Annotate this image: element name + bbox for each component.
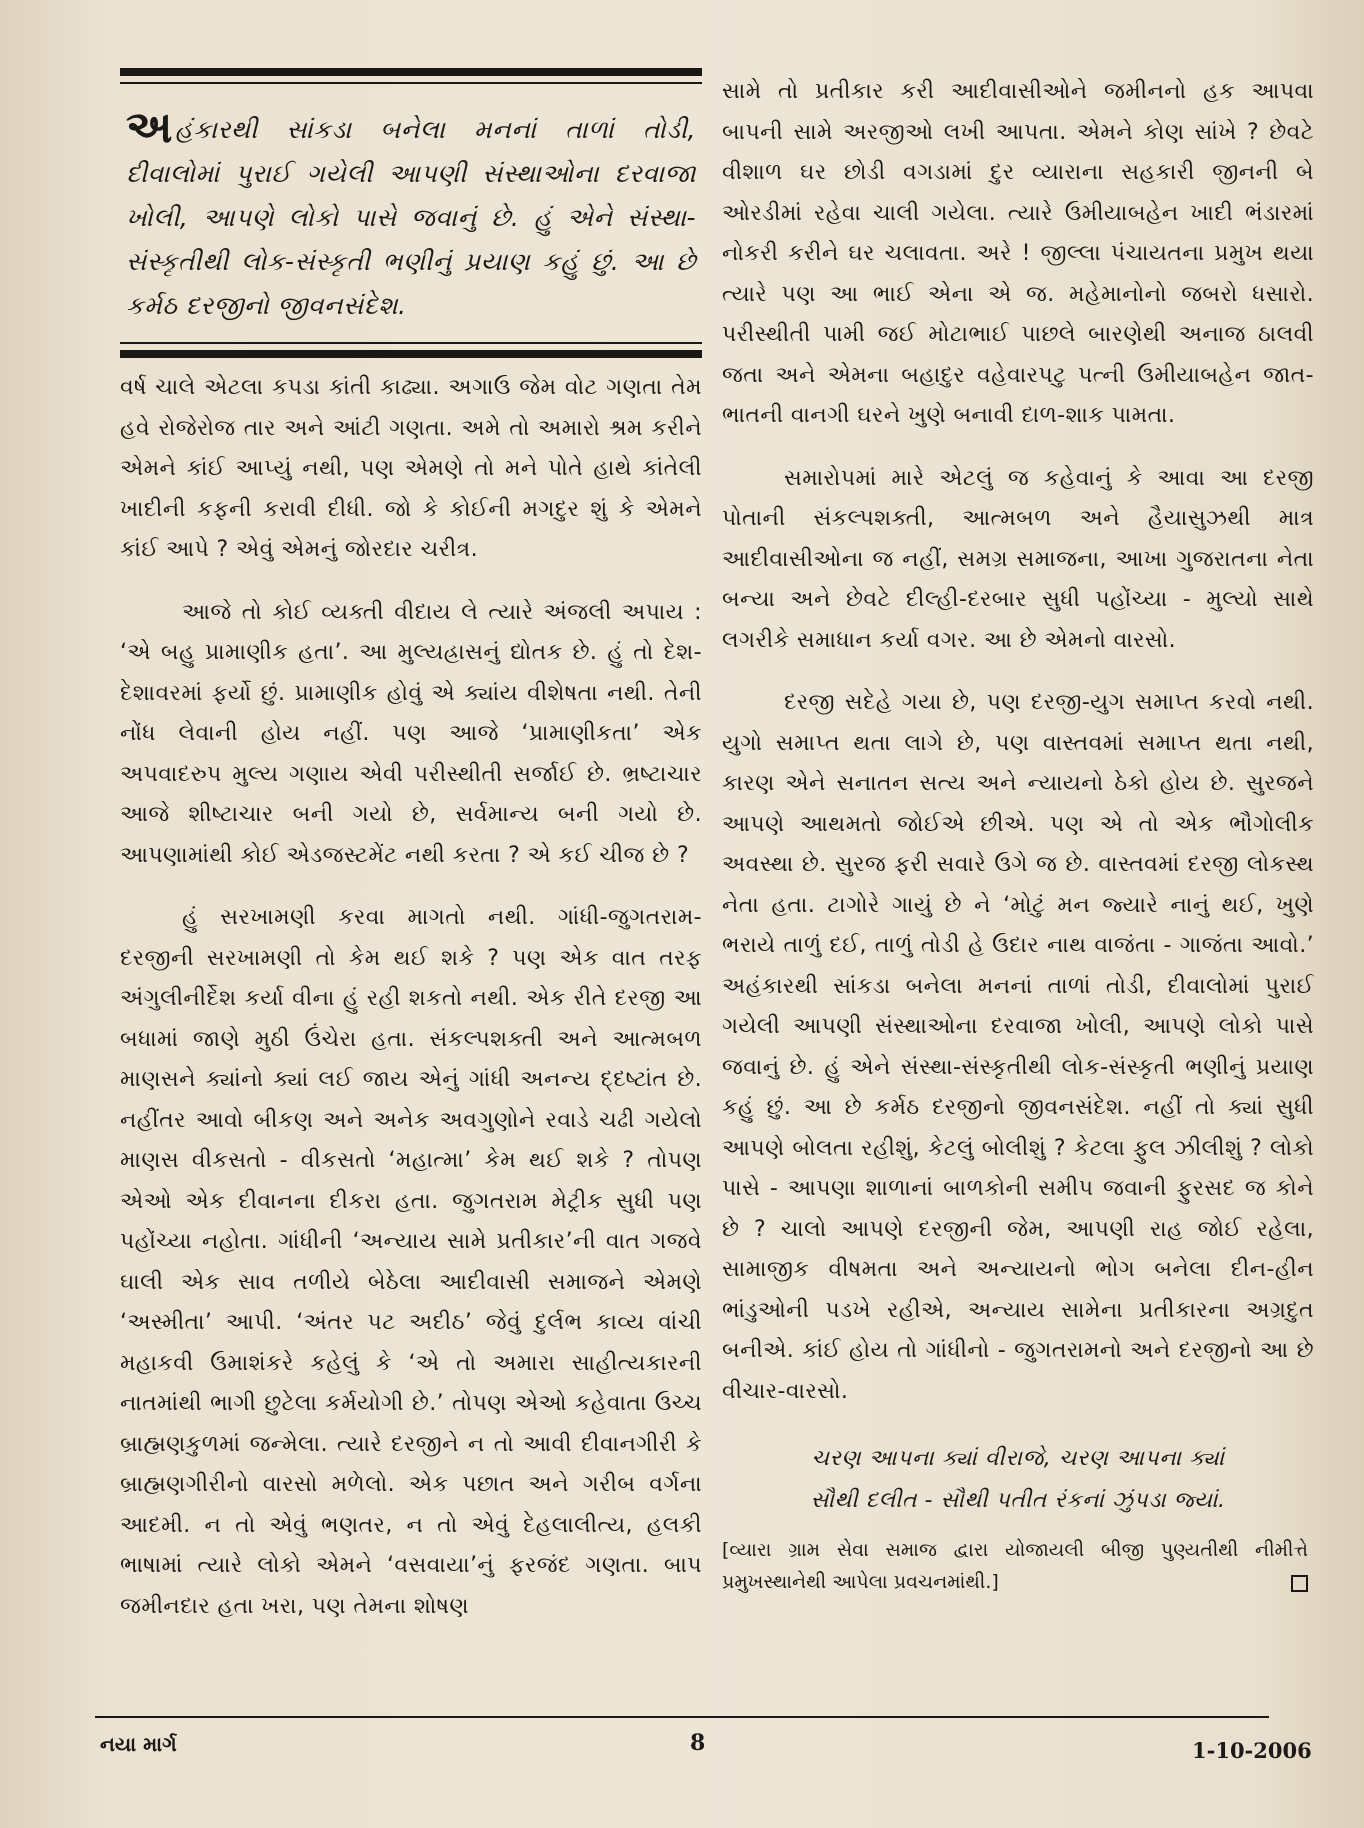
pull-quote: [120, 84, 702, 342]
paragraph: વર્ષ ચાલે એટલા કપડા કાંતી કાઢ્યા. અગાઉ જેમ વોટ ગણતા તેમ હવે રોજેરોજ તાર અને આંટી ગણતા. અમે તો અમારો શ્રમ કરીને એમને કાંઈ આપ્યું નથી, પણ એમણે તો મને પોતે હાથે કાંતેલી ખાદીની કફની કરાવી દીધી. જો કે કોઈની મગદુર શું કે એમને કાંઈ આપે ? એવું એમનું જોરદાર ચરીત્ર.: [120, 375, 702, 562]
left-column: [120, 68, 702, 1627]
pull-quote-dropcap: અ: [126, 102, 173, 153]
verse-line-2: સૌથી દલીત - સૌથી પતીત રંકનાં ઝુંપડા જ્યાં.: [810, 1488, 1226, 1513]
paragraph: સામે તો પ્રતીકાર કરી આદીવાસીઓને જમીનનો હક આપવા બાપની સામે અરજીઓ લખી આપતા. એમને કોણ સાંખે ? છેવટે વીશાળ ઘર છોડી વગડામાં દુર વ્યારાના સહકારી જીનની બે ઓરડીમાં રહેવા ચાલી ગયેલા. ત્યારે ઉમીયાબહેન ખાદી ભંડારમાં નોકરી કરીને ઘર ચલાવતા. અરે ! જીલ્લા પંચાયતના પ્રમુખ થયા ત્યારે પણ આ ભાઈ એના એ જ. મહેમાનોનો જબરો ધસારો. પરીસ્થીતી પામી જઈ મોટાભાઈ પાછલે બારણેથી અનાજ ઠાલવી જતા અને એમના બહાદુર વહેવારપટુ પત્ની ઉમીયાબહેન જાત-ભાતની વાનગી ઘરને ખુણે બનાવી દાળ-શાક પામતા.: [722, 79, 1314, 428]
right-column-body: [722, 72, 1314, 1412]
pull-quote-text: હંકારથી સાંકડા બનેલા મનનાં તાળાં તોડી, દીવાલોમાં પુરાઈ ગયેલી આપણી સંસ્થાઓના દરવાજા ખોલી, આપણે લોકો પાસે જવાનું છે. હું એને સંસ્થા-સંસ્કૃતીથી લોક-સંસ્કૃતી ભણીનું પ્રયાણ કહું છું. આ છે કર્મઠ દરજીનો જીવનસંદેશ.: [126, 115, 696, 320]
end-of-article-square-icon: [1291, 1575, 1308, 1592]
right-column: [722, 68, 1314, 1598]
publication-name: નયા માર્ગ: [100, 1732, 177, 1756]
verse: [722, 1438, 1314, 1522]
footnote-text: [વ્યારા ગ્રામ સેવા સમાજ દ્વારા યોજાયલી બીજી પુણ્યતીથી નીમીત્તે પ્રમુખસ્થાનેથી આપેલા પ્રવચનમાંથી.]: [722, 1539, 1308, 1593]
pull-quote-bottom-rule: [120, 342, 702, 358]
left-column-body: [120, 368, 702, 1627]
page-number: 8: [690, 1730, 706, 1756]
pull-quote-top-rule: [120, 68, 702, 84]
footer-rule: [95, 1716, 1269, 1718]
paragraph: દરજી સદેહે ગયા છે, પણ દરજી-યુગ સમાપ્ત કરવો નથી. યુગો સમાપ્ત થતા લાગે છે, પણ વાસ્તવમાં સમાપ્ત થતા નથી, કારણ એને સનાતન સત્ય અને ન્યાયનો ઠેકો હોય છે. સુરજને આપણે આથમતો જોઈએ છીએ. પણ એ તો એક ભૌગોલીક અવસ્થા છે. સુરજ ફરી સવારે ઉગે જ છે. વાસ્તવમાં દરજી લોકસ્થ નેતા હતા. ટાગોરે ગાયું છે ને ‘મોટું મન જ્યારે નાનું થઈ, ખુણે ભરાયે તાળું દઈ, તાળું તોડી હે ઉદાર નાથ વાજંતા - ગાજંતા આવો.’ અહંકારથી સાંકડા બનેલા મનનાં તાળાં તોડી, દીવાલોમાં પુરાઈ ગયેલી આપણી સંસ્થાઓના દરવાજા ખોલી, આપણે લોકો પાસે જવાનું છે. હું એને સંસ્થા-સંસ્કૃતીથી લોક-સંસ્કૃતી ભણીનું પ્રયાણ કહું છું. આ છે કર્મઠ દરજીનો જીવનસંદેશ. નહીં તો ક્યાં સુધી આપણે બોલતા રહીશું, કેટલું બોલીશું ? કેટલા ફુલ ઝીલીશું ? લોકો પાસે - આપણા શાળાનાં બાળકોની સમીપ જવાની ફુરસદ જ કોને છે ? ચાલો આપણે દરજીની જેમ, આપણી રાહ જોઈ રહેલા, સામાજીક વીષમતા અને અન્યાયનો ભોગ બનેલા દીન-હીન ભાંડુઓની પડખે રહીએ, અન્યાય સામેના પ્રતીકારના અગ્રદુત બનીએ. કાંઈ હોય તો ગાંધીનો - જુગતરામનો અને દરજીનો આ છે વીચાર-વારસો.: [722, 690, 1314, 1404]
issue-date: 1-10-2006: [1192, 1738, 1312, 1763]
verse-line-1: ચરણ આપના ક્યાં વીરાજે, ચરણ આપના ક્યાં: [811, 1446, 1225, 1471]
source-footnote: [722, 1534, 1314, 1598]
paragraph: સમારોપમાં મારે એટલું જ કહેવાનું કે આવા આ દરજી પોતાની સંકલ્પશક્તી, આત્મબળ અને હૈયાસુઝથી માત્ર આદીવાસીઓના જ નહીં, સમગ્ર સમાજના, આખા ગુજરાતના નેતા બન્યા અને છેવટે દીલ્હી-દરબાર સુધી પહોંચ્યા - મુલ્યો સાથે લગરીકે સમાધાન કર્યા વગર. આ છે એમનો વારસો.: [722, 465, 1314, 653]
paragraph: હું સરખામણી કરવા માગતો નથી. ગાંધી-જુગતરામ-દરજીની સરખામણી તો કેમ થઈ શકે ? પણ એક વાત તરફ અંગુલીનીર્દેશ કર્યા વીના હું રહી શકતો નથી. એક રીતે દરજી આ બધામાં જાણે મુઠી ઉંચેરા હતા. સંકલ્પશક્તી અને આત્મબળ માણસને ક્યાંનો ક્યાં લઈ જાય એનું ગાંધી અનન્ય દ્દષ્ટાંત છે. નહીંતર આવો બીકણ અને અનેક અવગુણોને રવાડે ચઢી ગયેલો માણસ વીકસતો - વીકસતો ‘મહાત્મા’ કેમ થઈ શકે ? તોપણ એઓ એક દીવાનના દીકરા હતા. જુગતરામ મેટ્રીક સુધી પણ પહોંચ્યા નહોતા. ગાંધીની ‘અન્યાય સામે પ્રતીકાર’ની વાત ગજવે ઘાલી એક સાવ તળીયે બેઠેલા આદીવાસી સમાજને એમણે ‘અસ્મીતા’ આપી. ‘અંતર પટ અદીઠ’ જેવું દુર્લભ કાવ્ય વાંચી મહાકવી ઉમાશંકરે કહેલું કે ‘એ તો અમારા સાહીત્યકારની નાતમાંથી ભાગી છુટેલા કર્મયોગી છે.’ તોપણ એઓ કહેવાતા ઉચ્ચ બ્રાહ્મણકુળમાં જન્મેલા. ત્યારે દરજીને ન તો આવી દીવાનગીરી કે બ્રાહ્મણગીરીનો વારસો મળેલો. એક પછાત અને ગરીબ વર્ગના આદમી. ન તો એવું ભણતર, ન તો એવું દેહલાલીત્ય, હલકી ભાષામાં ત્યારે લોકો એમને ‘વસવાયા’નું ફરજંદ ગણતા. બાપ જમીનદાર હતા ખરા, પણ તેમના શોષણ: [120, 905, 702, 1619]
paragraph: આજે તો કોઈ વ્યક્તી વીદાય લે ત્યારે અંજલી અપાય : ‘એ બહુ પ્રામાણીક હતા’. આ મુલ્યહ્રાસનું દ્યોતક છે. હું તો દેશ-દેશાવરમાં ફર્યો છું. પ્રામાણીક હોવું એ ક્યાંય વીશેષતા નથી. તેની નોંધ લેવાની હોય નહીં. પણ આજે ‘પ્રામાણીકતા’ એક અપવાદરુપ મુલ્ય ગણાય એવી પરીસ્થીતી સર્જાઈ છે. ભ્રષ્ટાચાર આજે શીષ્ટાચાર બની ગયો છે, સર્વમાન્ય બની ગયો છે. આપણામાંથી કોઈ એડજસ્ટમેંટ નથી કરતા ? એ કઈ ચીજ છે ?: [120, 599, 702, 868]
